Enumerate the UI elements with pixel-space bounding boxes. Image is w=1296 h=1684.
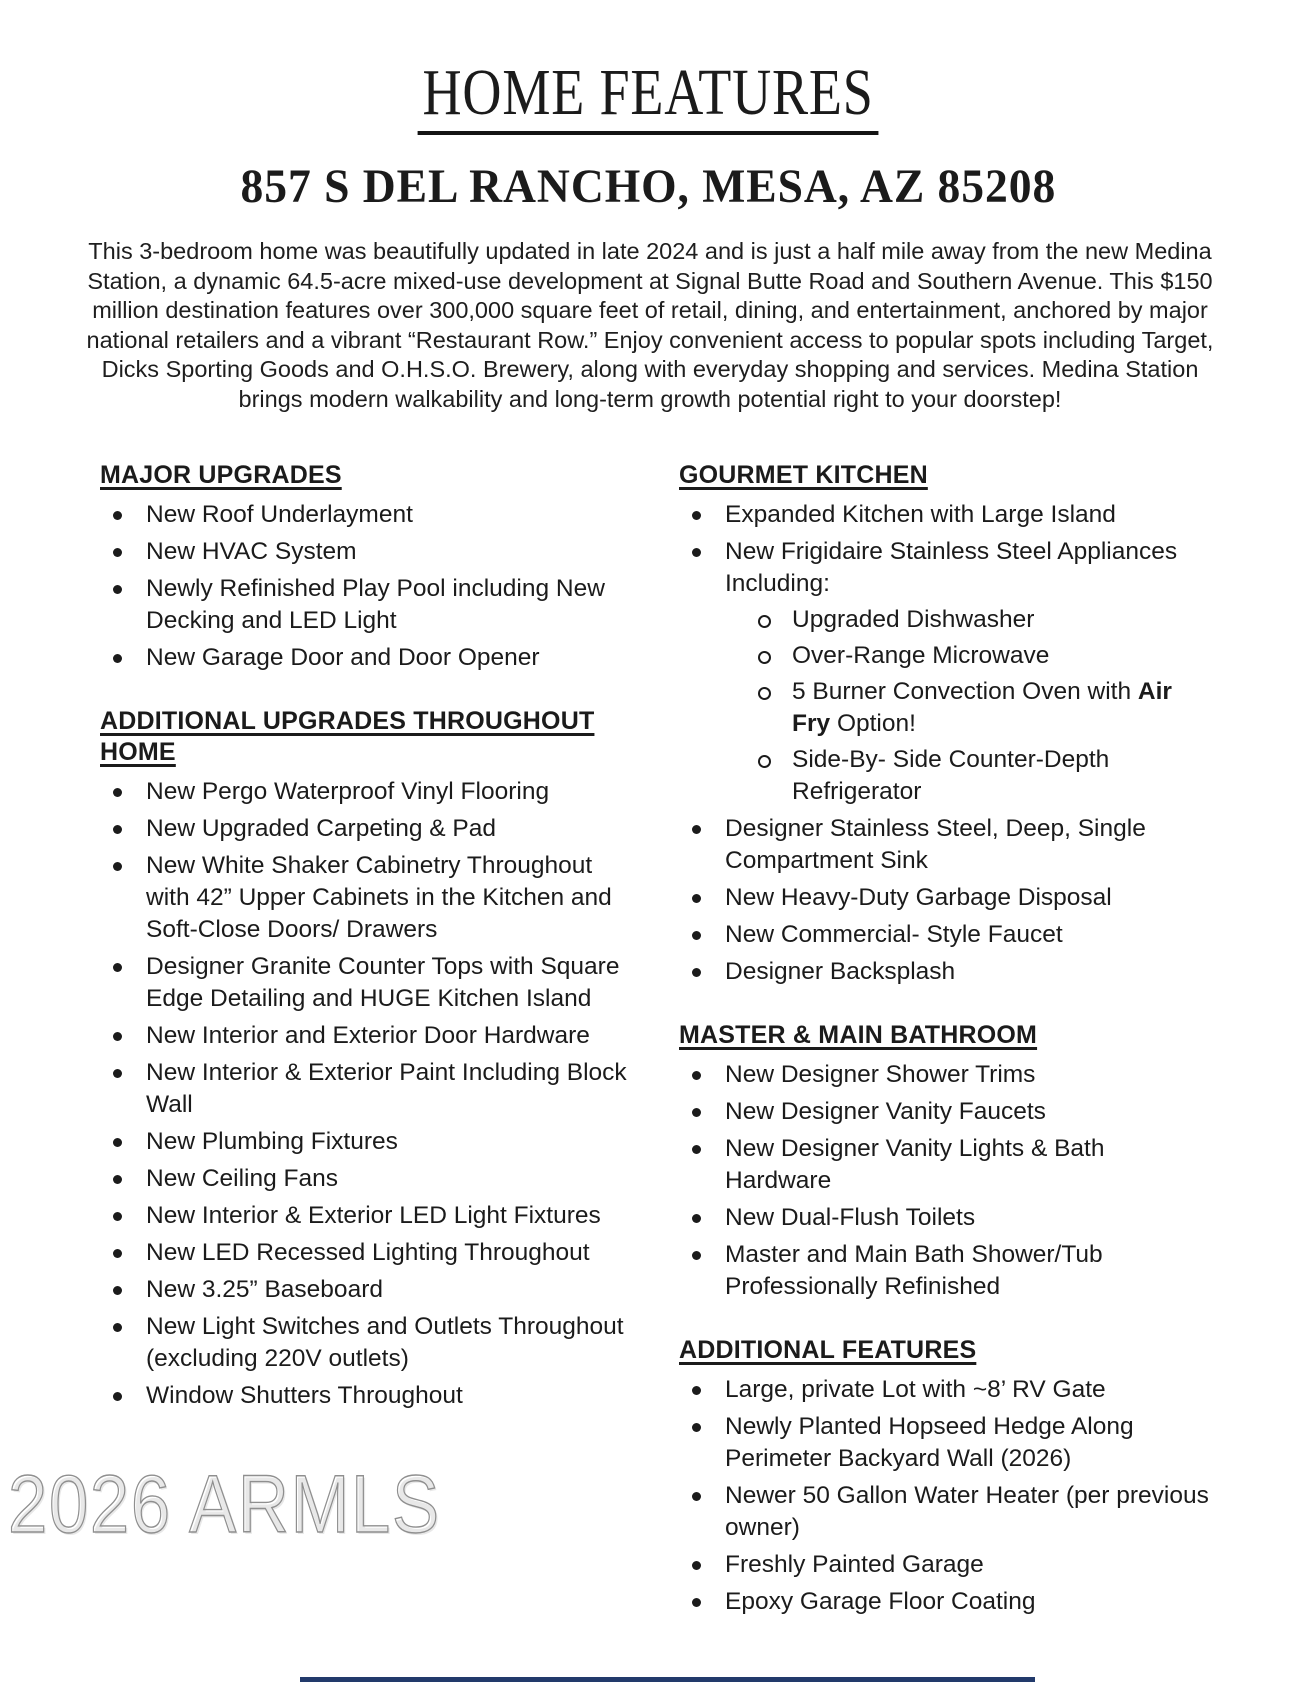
feature-item [100, 1020, 637, 1052]
bullet-dot-icon [113, 1069, 122, 1078]
feature-item-text: Master and Main Bath Shower/Tub Professionally Refinished [725, 1241, 1103, 1301]
bullet-circle-icon [758, 651, 771, 664]
bullet-dot-icon [113, 788, 122, 797]
bullet-dot-icon [692, 511, 701, 520]
left-column [100, 460, 637, 1623]
feature-list [100, 499, 637, 674]
bullet-dot-icon [113, 1032, 122, 1041]
feature-item-text: Designer Stainless Steel, Deep, Single Compartment Sink [725, 815, 1146, 875]
section-heading: ADDITIONAL FEATURES [679, 1336, 977, 1365]
feature-item [100, 573, 637, 637]
right-column [679, 460, 1216, 1623]
sub-feature-item [725, 640, 1216, 672]
bullet-circle-icon [758, 687, 771, 700]
feature-item-text: New Interior & Exterior Paint Including Block Wall [146, 1059, 627, 1119]
feature-item [100, 1200, 637, 1232]
feature-item [679, 1096, 1216, 1128]
bullet-dot-icon [113, 1249, 122, 1258]
feature-item-text: New HVAC System [146, 538, 357, 566]
feature-item [679, 1374, 1216, 1406]
feature-item-text: Freshly Painted Garage [725, 1551, 984, 1579]
bullet-dot-icon [692, 1108, 701, 1117]
feature-item-text: New Designer Vanity Lights & Bath Hardware [725, 1135, 1105, 1195]
feature-item-text: New Plumbing Fixtures [146, 1128, 398, 1156]
feature-item [679, 499, 1216, 531]
page-title: HOME FEATURES [417, 58, 878, 135]
feature-item-text: Large, private Lot with ~8’ RV Gate [725, 1376, 1106, 1404]
feature-item-text: Newer 50 Gallon Water Heater (per previous owner) [725, 1482, 1209, 1542]
title-row [0, 0, 1296, 135]
sub-feature-item [725, 604, 1216, 636]
bullet-dot-icon [113, 1323, 122, 1332]
feature-item-text: New Upgraded Carpeting & Pad [146, 815, 497, 843]
bullet-dot-icon [113, 1175, 122, 1184]
feature-item-text: Newly Refinished Play Pool including New Decking and LED Light [146, 575, 605, 635]
feature-item [100, 1163, 637, 1195]
feature-item-text: New 3.25” Baseboard [146, 1276, 383, 1304]
bullet-dot-icon [692, 1423, 701, 1432]
sub-feature-item-text: Side-By- Side Counter-Depth Refrigerator [792, 746, 1110, 806]
feature-item [679, 1239, 1216, 1303]
sub-feature-list [725, 604, 1216, 808]
feature-item-text: New Heavy-Duty Garbage Disposal [725, 884, 1112, 912]
footer-accent-line [300, 1677, 1035, 1682]
sub-feature-item-text: Over-Range Microwave [792, 642, 1050, 670]
section-heading: GOURMET KITCHEN [679, 461, 928, 490]
bullet-dot-icon [692, 1561, 701, 1570]
feature-item [679, 919, 1216, 951]
feature-item-text: New LED Recessed Lighting Throughout [146, 1239, 590, 1267]
bullet-circle-icon [758, 615, 771, 628]
feature-list [679, 1374, 1216, 1618]
feature-item [100, 1380, 637, 1412]
feature-item-text: New Light Switches and Outlets Throughout (excluding 220V outlets) [146, 1313, 624, 1373]
feature-item [679, 1549, 1216, 1581]
feature-item [100, 499, 637, 531]
bullet-dot-icon [692, 1492, 701, 1501]
bullet-dot-icon [692, 968, 701, 977]
bullet-dot-icon [692, 825, 701, 834]
bullet-dot-icon [692, 1386, 701, 1395]
feature-item [679, 1586, 1216, 1618]
property-address: 857 S DEL RANCHO, MESA, AZ 85208 [240, 160, 1056, 214]
feature-item-text: Designer Backsplash [725, 958, 956, 986]
feature-item [679, 1411, 1216, 1475]
bullet-dot-icon [113, 511, 122, 520]
feature-item [100, 776, 637, 808]
sub-feature-item-text: 5 Burner Convection Oven with Air Fry Option! [792, 678, 1172, 738]
sub-feature-item-text: Upgraded Dishwasher [792, 606, 1035, 634]
feature-columns [0, 460, 1296, 1623]
bullet-dot-icon [113, 654, 122, 663]
bullet-dot-icon [113, 862, 122, 871]
bullet-dot-icon [692, 1145, 701, 1154]
feature-list [679, 499, 1216, 988]
sub-feature-item [725, 676, 1216, 740]
feature-item [100, 536, 637, 568]
feature-item-text: Designer Granite Counter Tops with Square Edge Detailing and HUGE Kitchen Island [146, 953, 620, 1013]
feature-item [100, 642, 637, 674]
feature-item [679, 1133, 1216, 1197]
section-heading: MASTER & MAIN BATHROOM [679, 1021, 1038, 1050]
section-heading: MAJOR UPGRADES [100, 461, 342, 490]
feature-item-text: Window Shutters Throughout [146, 1382, 463, 1410]
feature-item-text: New Interior and Exterior Door Hardware [146, 1022, 590, 1050]
feature-item [100, 1311, 637, 1375]
feature-item [679, 536, 1216, 808]
feature-item [679, 813, 1216, 877]
bullet-dot-icon [113, 963, 122, 972]
feature-item-text: New Commercial- Style Faucet [725, 921, 1063, 949]
bullet-dot-icon [113, 585, 122, 594]
feature-item-text: New Interior & Exterior LED Light Fixtures [146, 1202, 601, 1230]
feature-item [100, 1237, 637, 1269]
bullet-dot-icon [692, 548, 701, 557]
feature-item-text: Newly Planted Hopseed Hedge Along Perimeter Backyard Wall (2026) [725, 1413, 1134, 1473]
sub-feature-item [725, 744, 1216, 808]
feature-item-text: Expanded Kitchen with Large Island [725, 501, 1116, 529]
feature-item-text: New Pergo Waterproof Vinyl Flooring [146, 778, 550, 806]
bullet-dot-icon [113, 548, 122, 557]
feature-item-text: New Designer Vanity Faucets [725, 1098, 1046, 1126]
bullet-dot-icon [113, 1212, 122, 1221]
bullet-circle-icon [758, 755, 771, 768]
feature-item-text: Epoxy Garage Floor Coating [725, 1588, 1036, 1616]
feature-item-text: New White Shaker Cabinetry Throughout with 42” Upper Cabinets in the Kitchen and Soft-Close Doors/ Drawers [146, 852, 612, 944]
feature-item-text: New Roof Underlayment [146, 501, 413, 529]
bullet-dot-icon [113, 825, 122, 834]
address-row [0, 160, 1296, 214]
feature-item [679, 1202, 1216, 1234]
bullet-dot-icon [113, 1286, 122, 1295]
bullet-dot-icon [692, 894, 701, 903]
feature-item-text: New Designer Shower Trims [725, 1061, 1036, 1089]
section-heading: ADDITIONAL UPGRADES THROUGHOUT HOME [100, 707, 595, 767]
feature-item-text: New Frigidaire Stainless Steel Appliances Including: [725, 538, 1178, 598]
feature-list [100, 776, 637, 1412]
feature-item [100, 1274, 637, 1306]
feature-item-text: New Dual-Flush Toilets [725, 1204, 976, 1232]
bullet-dot-icon [692, 1214, 701, 1223]
armls-watermark: 2026 ARMLS [8, 1459, 441, 1550]
feature-item-text: New Garage Door and Door Opener [146, 644, 540, 672]
feature-item [100, 951, 637, 1015]
bullet-dot-icon [692, 1598, 701, 1607]
feature-item [679, 956, 1216, 988]
feature-item [100, 813, 637, 845]
feature-item [679, 1480, 1216, 1544]
feature-item [679, 1059, 1216, 1091]
bullet-dot-icon [113, 1392, 122, 1401]
feature-item [100, 1057, 637, 1121]
feature-list [679, 1059, 1216, 1303]
bullet-dot-icon [692, 1251, 701, 1260]
feature-item [100, 1126, 637, 1158]
bullet-dot-icon [692, 1071, 701, 1080]
bullet-dot-icon [113, 1138, 122, 1147]
feature-item [679, 882, 1216, 914]
feature-item [100, 850, 637, 946]
bullet-dot-icon [692, 931, 701, 940]
feature-item-text: New Ceiling Fans [146, 1165, 338, 1193]
intro-paragraph: This 3-bedroom home was beautifully updated in late 2024 and is just a half mile away from the new Medina Station, a dynamic 64.5-acre mixed-use development at Signal Butte Road and Southern Avenue. This $150 million destination features over 300,000 square feet of retail, dining, and entertainment, anchored by major national retailers and a vibrant “Restaurant Row.” Enjoy convenient access to popular spots including Target, Dicks Sporting Goods and O.H.S.O. Brewery, along with everyday shopping and services. Medina Station brings modern walkability and long-term growth potential right to your doorstep! [86, 238, 1214, 412]
